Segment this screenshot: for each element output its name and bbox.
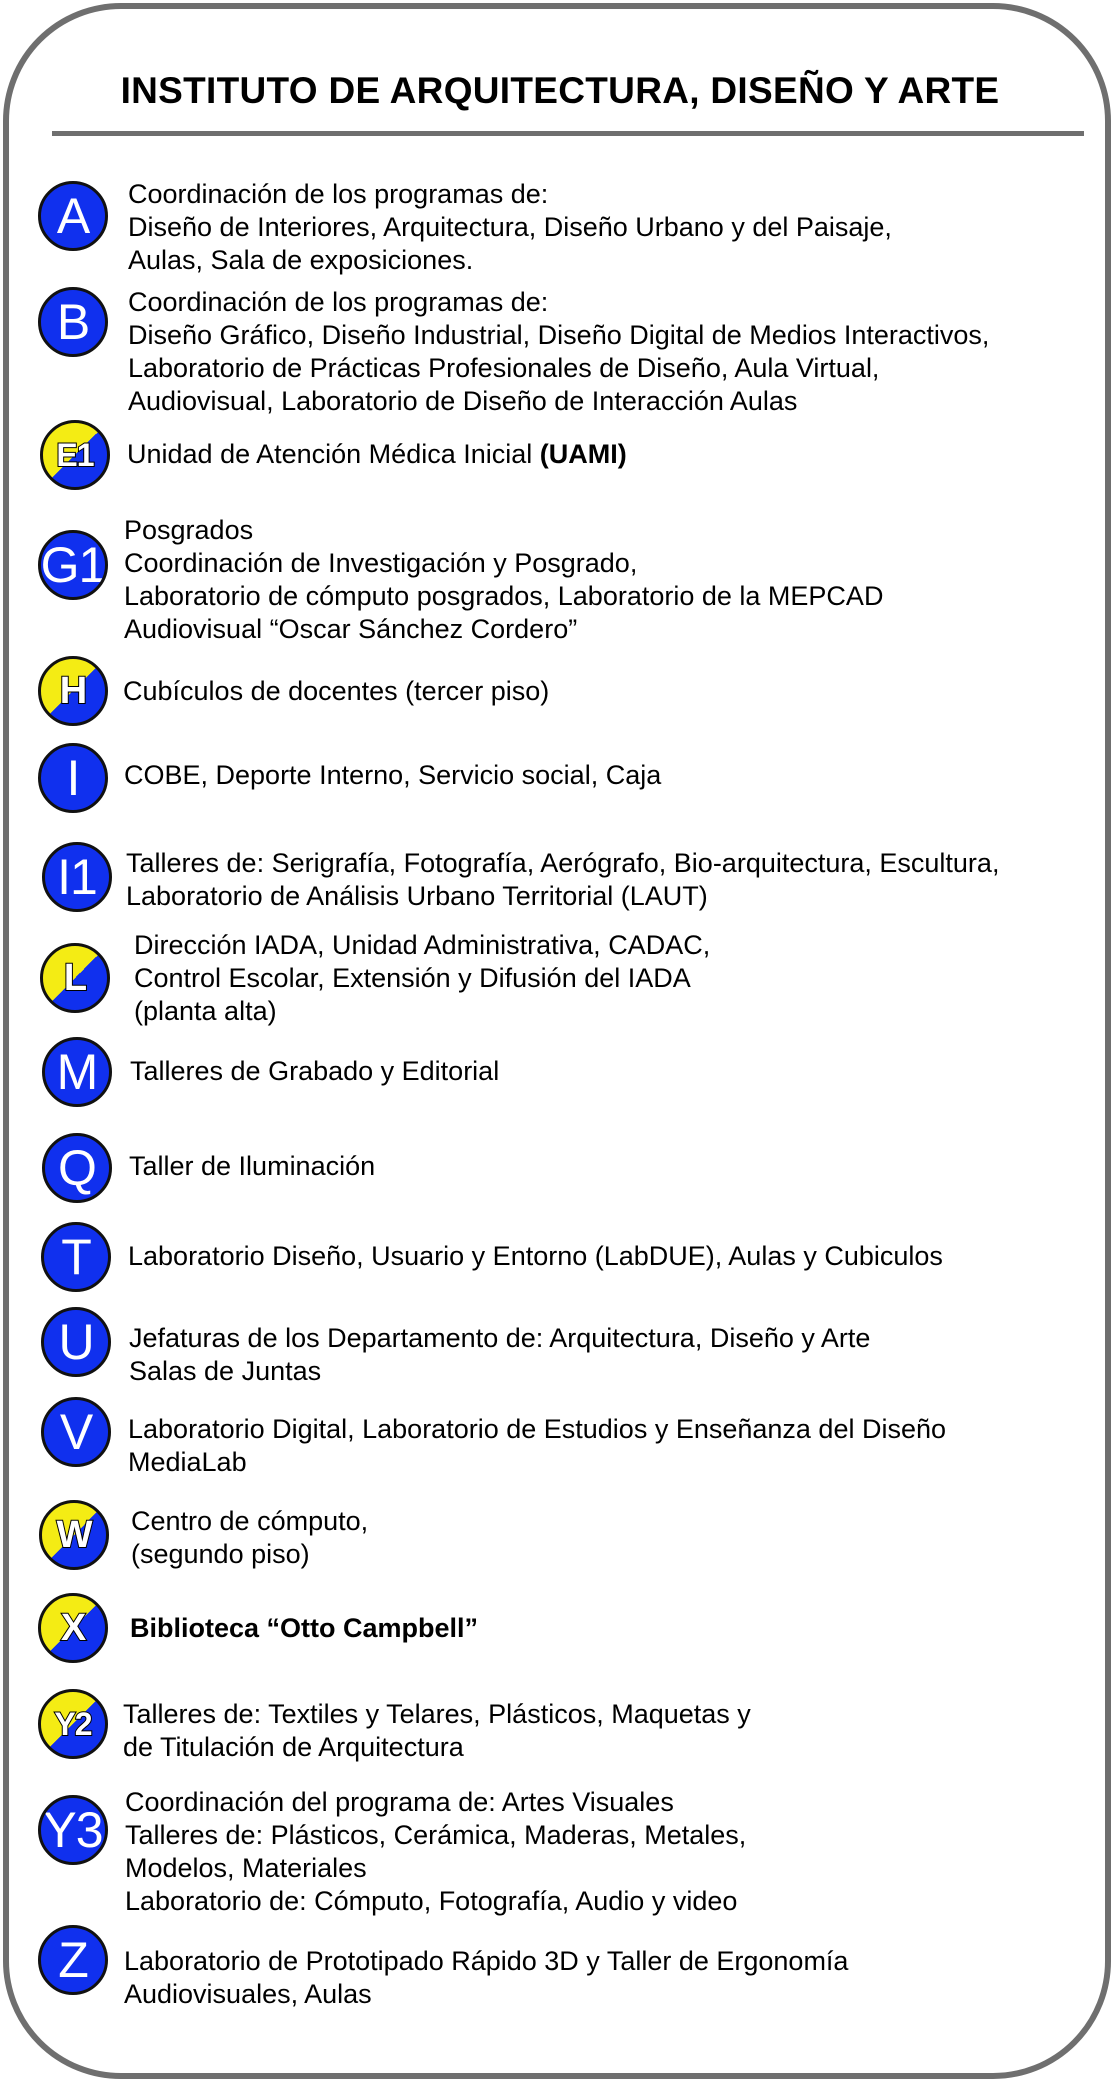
description-line: Coordinación de los programas de: (128, 287, 549, 317)
description-line: (segundo piso) (131, 1539, 310, 1569)
description-line: Modelos, Materiales (125, 1853, 367, 1883)
description-bold: Biblioteca “Otto Campbell” (130, 1613, 479, 1643)
description-line: MediaLab (128, 1447, 247, 1477)
description-line: Salas de Juntas (129, 1356, 322, 1386)
building-code: V (59, 1404, 93, 1460)
description-line: Laboratorio Diseño, Usuario y Entorno (LabDUE), Aulas y Cubiculos (128, 1241, 943, 1271)
building-code: Z (58, 1932, 88, 1988)
description-line: Laboratorio de Prototipado Rápido 3D y Taller de Ergonomía (124, 1946, 849, 1976)
building-code: A (56, 188, 90, 244)
description-line: Laboratorio de cómputo posgrados, Laboratorio de la MEPCAD (124, 581, 884, 611)
description-line: Laboratorio de Análisis Urbano Territorial (LAUT) (126, 881, 708, 911)
description-bold: (UAMI) (539, 439, 627, 469)
description-line: COBE, Deporte Interno, Servicio social, Caja (124, 760, 662, 790)
description-line: Audiovisuales, Aulas (124, 1979, 372, 2009)
description-line: Coordinación de los programas de: (128, 179, 549, 209)
building-badge-y2 (38, 1689, 108, 1759)
building-description (131, 1505, 368, 1571)
building-badge-q (42, 1133, 112, 1203)
description-line: Laboratorio de Prácticas Profesionales de Diseño, Aula Virtual, (128, 353, 880, 383)
description-line: Audiovisual, Laboratorio de Diseño de Interacción Aulas (128, 386, 798, 416)
building-badge-x (38, 1593, 108, 1663)
building-badge-h (38, 656, 108, 726)
building-description (128, 286, 989, 418)
description-line: Cubículos de docentes (tercer piso) (123, 676, 550, 706)
description-line: Coordinación del programa de: Artes Visuales (125, 1787, 674, 1817)
building-description (128, 1240, 943, 1273)
building-code: T (61, 1229, 91, 1285)
description-line: Talleres de Grabado y Editorial (130, 1056, 500, 1086)
description-line: Talleres de: Plásticos, Cerámica, Maderas, Metales, (125, 1820, 747, 1850)
description-line (130, 1612, 478, 1645)
building-description (129, 1150, 375, 1183)
building-description (128, 1413, 946, 1479)
building-code: L (63, 957, 87, 999)
description-line: (planta alta) (134, 996, 277, 1026)
description-line: Laboratorio de: Cómputo, Fotografía, Audio y video (125, 1886, 738, 1916)
building-code: B (56, 294, 90, 350)
description-line: Centro de cómputo, (131, 1506, 369, 1536)
description-line: Posgrados (124, 515, 254, 545)
building-description (126, 847, 999, 913)
title-divider (52, 131, 1084, 136)
building-badge-b (38, 287, 108, 357)
building-description (134, 929, 710, 1028)
description-line: Coordinación de Investigación y Posgrado, (124, 548, 638, 578)
building-badge-t (41, 1222, 111, 1292)
building-code: M (56, 1044, 98, 1100)
building-badge-v (41, 1397, 111, 1467)
description-text: Unidad de Atención Médica Inicial (127, 439, 540, 469)
description-line: Jefaturas de los Departamento de: Arquitectura, Diseño y Arte (129, 1323, 871, 1353)
description-line: Dirección IADA, Unidad Administrativa, CADAC, (134, 930, 711, 960)
building-code: H (59, 670, 87, 712)
building-badge-l (40, 943, 110, 1013)
building-description (130, 1612, 478, 1645)
description-line: Talleres de: Serigrafía, Fotografía, Aerógrafo, Bio-arquitectura, Escultura, (126, 848, 1000, 878)
building-badge-g1 (38, 530, 108, 600)
building-badge-i (38, 743, 108, 813)
description-line: Audiovisual “Oscar Sánchez Cordero” (124, 614, 578, 644)
building-description (123, 1698, 751, 1764)
building-code: E1 (56, 437, 94, 473)
building-description (129, 1322, 870, 1388)
building-badge-i1 (42, 842, 112, 912)
building-badge-w (39, 1500, 109, 1570)
building-code: U (58, 1314, 94, 1370)
description-line: de Titulación de Arquitectura (123, 1732, 464, 1762)
building-badge-y3 (38, 1795, 108, 1865)
description-line: Diseño de Interiores, Arquitectura, Diseño Urbano y del Paisaje, (128, 212, 892, 242)
building-code: W (56, 1514, 92, 1556)
building-description (128, 178, 892, 277)
building-code: I1 (57, 849, 97, 905)
building-description (123, 675, 549, 708)
description-line: Taller de Iluminación (129, 1151, 376, 1181)
building-description (125, 1786, 746, 1918)
building-badge-m (42, 1037, 112, 1107)
page-title: INSTITUTO DE ARQUITECTURA, DISEÑO Y ARTE (120, 70, 1000, 111)
building-badge-a (38, 181, 108, 251)
building-badge-e1 (40, 420, 110, 490)
building-code: Y2 (54, 1706, 92, 1742)
description-line (127, 438, 627, 471)
building-description (124, 514, 883, 646)
building-description (127, 438, 627, 471)
building-code: I (66, 750, 80, 806)
building-code: X (60, 1607, 86, 1649)
description-line: Aulas, Sala de exposiciones. (128, 245, 474, 275)
description-line: Laboratorio Digital, Laboratorio de Estudios y Enseñanza del Diseño (128, 1414, 947, 1444)
building-badge-z (38, 1925, 108, 1995)
building-description (124, 1945, 848, 2011)
description-line: Diseño Gráfico, Diseño Industrial, Diseño Digital de Medios Interactivos, (128, 320, 990, 350)
description-line: Talleres de: Textiles y Telares, Plásticos, Maquetas y (123, 1699, 751, 1729)
building-badge-u (41, 1307, 111, 1377)
building-code: Q (58, 1140, 96, 1196)
building-description (130, 1055, 499, 1088)
description-line: Control Escolar, Extensión y Difusión del IADA (134, 963, 691, 993)
building-code: G1 (40, 537, 106, 593)
building-code: Y3 (43, 1802, 103, 1858)
building-description (124, 759, 661, 792)
